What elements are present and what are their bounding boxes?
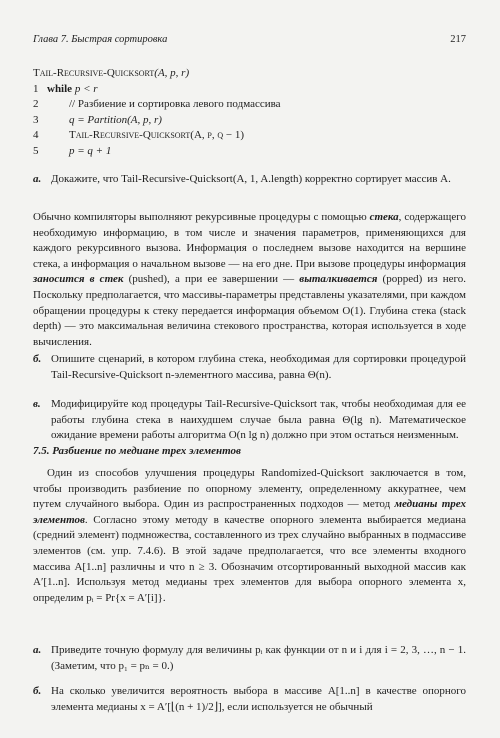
text-run: (pushed), а при ее завершении — — [123, 273, 300, 286]
item-label: а. — [33, 644, 42, 656]
page-number: 217 — [450, 34, 466, 45]
keyword-while: while — [47, 82, 73, 95]
text-run: (popped) из него. Поскольку предполагается, что массивы-параметры представлены указателями, при каждом обращении процедуры к стеку передается информация объемом O(1). Глубина стека (stack depth) — это максимальная величина стекового пространства, которая используется в ходе вычисления. — [33, 273, 466, 348]
term-push: заносится в стек — [33, 273, 124, 286]
line-code: p < r — [72, 82, 98, 95]
procedure-name: Tail-Recursive-Quicksort — [33, 67, 155, 79]
pseudocode-line — [33, 113, 281, 129]
item-text: На сколько увеличится вероятность выбора в массиве A[1..n] в качестве опорного элемента медианы x = A′[⌊(n + 1)/2⌋], если используется не обычный — [51, 685, 466, 713]
exercise-item-a — [33, 172, 466, 188]
pseudocode-line — [33, 82, 281, 98]
item-text: Модифицируйте код процедуры Tail-Recursive-Quicksort так, чтобы необходимая для ее работы глубина стека в наихудшем случае была равна Θ(lg n). Математическое ожидание времени работы алгоритма O(n lg n) должно при этом остаться неизменным. — [51, 398, 466, 442]
line-number: 2 — [33, 98, 39, 110]
item-text: Приведите точную формулу для величины pᵢ как функции от n и i для i = 2, 3, …, n − 1. (Заметим, что p₁ = pₙ = 0.) — [51, 644, 466, 672]
item-label: б. — [33, 353, 42, 365]
exercise-item-c — [33, 397, 466, 444]
pseudocode-line — [33, 144, 281, 160]
term-median-of-three: медианы трех элементов — [33, 498, 466, 526]
pseudocode-block — [33, 66, 281, 159]
term-pop: выталкивается — [299, 273, 378, 286]
item-label: в. — [33, 398, 41, 410]
line-number: 3 — [33, 113, 39, 126]
line-number: 5 — [33, 144, 39, 157]
chapter-title: Глава 7. Быстрая сортировка — [33, 34, 168, 45]
item-label: а. — [33, 173, 42, 185]
text-run: , содержащего необходимую информацию, в том числе и значения параметров, применяющихся для каждого рекурсивного вызова. Информация о последнем вызове находится на вершине стека, а информация о начальном вызове — на его дне. При вызове процедуры информация — [33, 211, 466, 270]
text-run: Один из способов улучшения процедуры Randomized-Quicksort заключается в том, чтобы производить разбиение по опорному элементу, определенному аккуратнее, чем путем случайного выбора. Один из распространенных подходов — метод — [33, 467, 466, 511]
section-heading: 7.5. Разбиение по медиане трех элементов — [33, 445, 241, 457]
text-run: . Согласно этому методу в качестве опорного элемента выбирается медиана (средний элемент) подмножества, составленного из трех случайно выбранных в подмассиве элементов (см. упр. 7.4.6). В этой задаче предполагается, что все элементы входного массива A[1..n] различны и что n ≥ 3. Обозначим отсортированный выходной массив как A′[1..n]. Используя метод медианы трех элементов для выбора опорного элемента x, определим pᵢ = Pr{x = A′[i]}. — [33, 513, 466, 604]
running-header — [33, 34, 466, 45]
exercise-item-e — [33, 684, 466, 715]
procedure-header — [33, 66, 281, 82]
line-comment: // Разбиение и сортировка левого подмассива — [69, 98, 281, 110]
item-text: Опишите сценарий, в котором глубина стека, необходимая для сортировки процедурой Tail-Recursive-Quicksort n-элементного массива, равна Θ(n). — [51, 353, 466, 381]
pseudocode-line — [33, 97, 281, 113]
procedure-params: (A, p, r) — [154, 67, 190, 79]
exercise-item-d — [33, 643, 466, 674]
pseudocode-line — [33, 128, 281, 144]
line-code: Tail-Recursive-Quicksort(A, p, q − 1) — [69, 129, 244, 141]
line-code: q = Partition(A, p, r) — [69, 113, 162, 126]
item-text: Докажите, что Tail-Recursive-Quicksort(A, 1, A.length) корректно сортирует массив A. — [51, 173, 451, 185]
term-stack: стека — [369, 211, 399, 223]
line-number: 4 — [33, 129, 39, 141]
exercise-item-b — [33, 352, 466, 383]
line-code: p = q + 1 — [69, 144, 112, 157]
line-number: 1 — [33, 82, 39, 95]
text-run: Обычно компиляторы выполняют рекурсивные процедуры с помощью — [33, 211, 370, 223]
item-label: б. — [33, 685, 42, 697]
paragraph-median — [33, 466, 466, 606]
paragraph-stack — [33, 210, 466, 350]
